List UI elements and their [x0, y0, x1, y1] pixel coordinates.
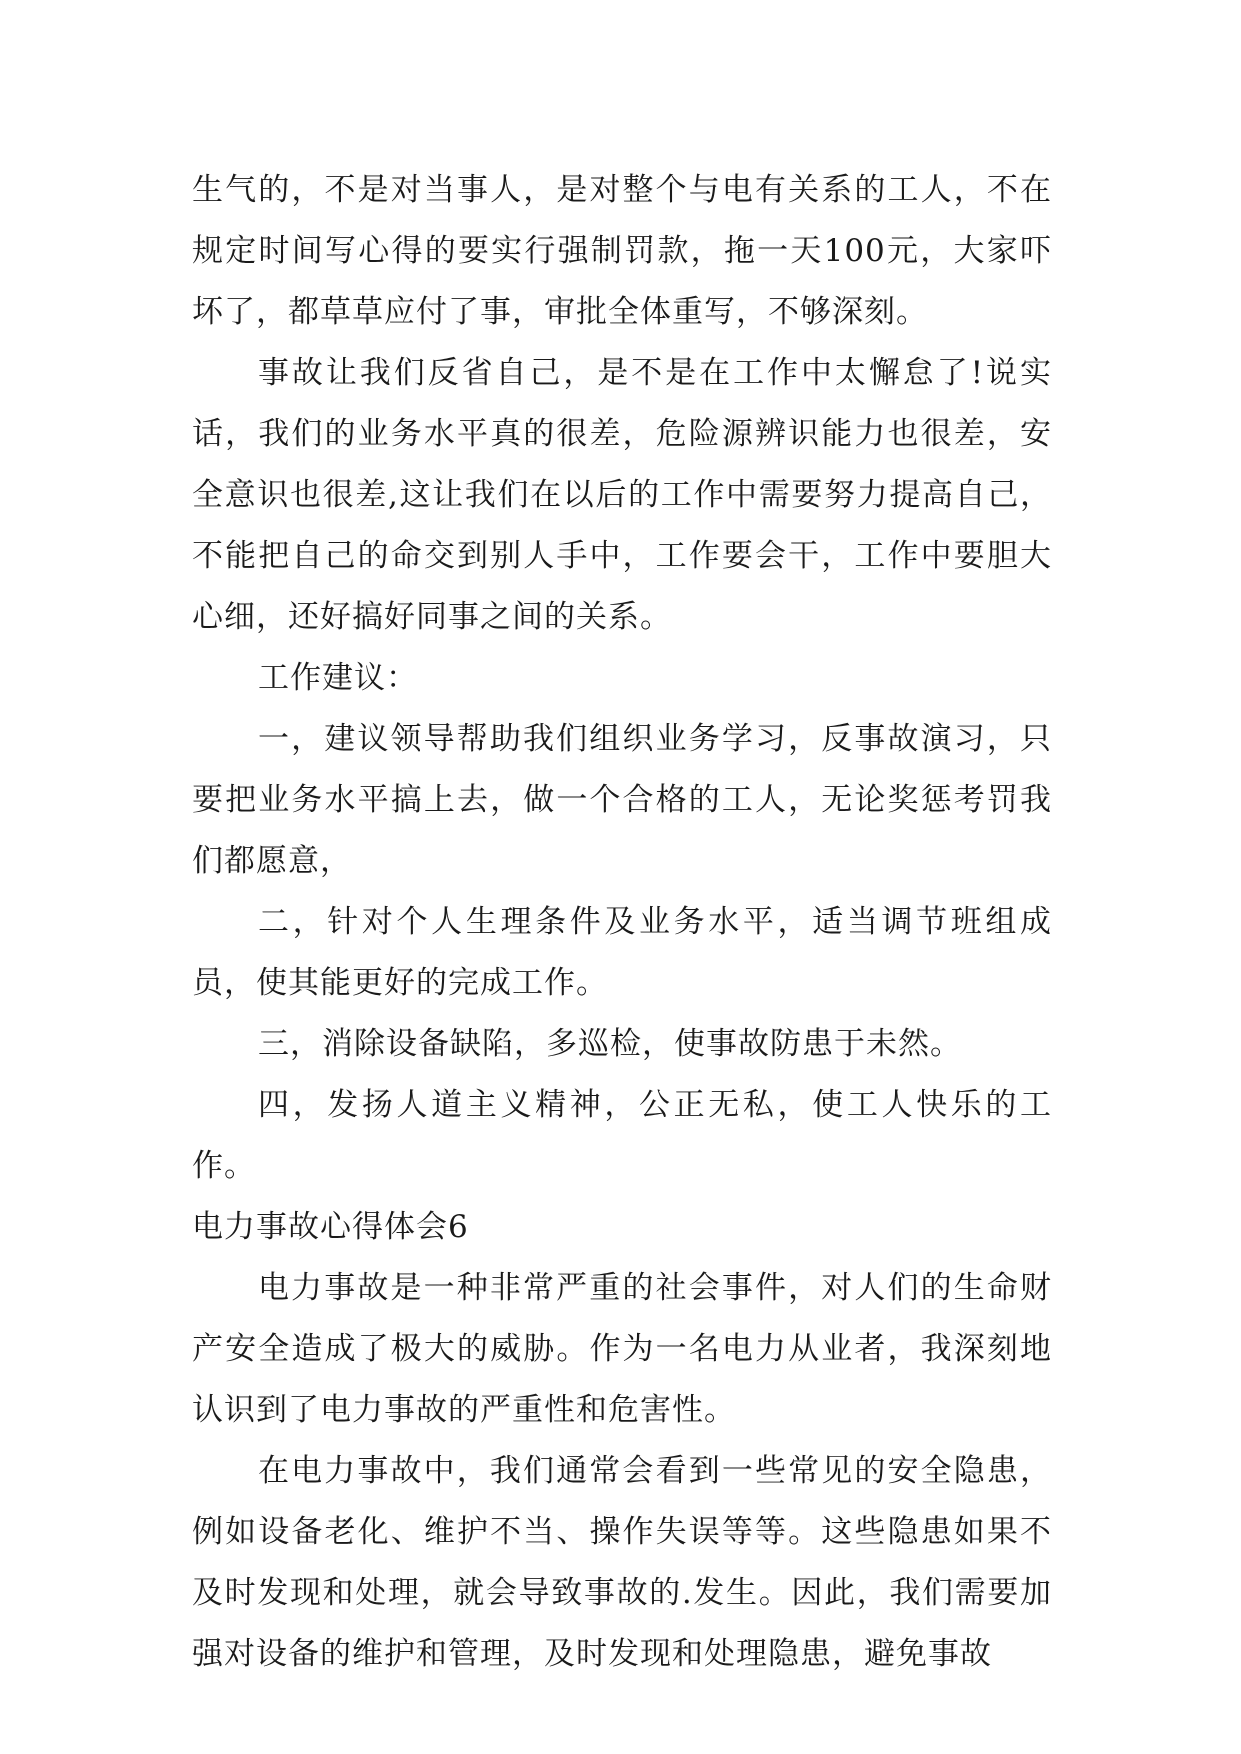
paragraph-hazards: 在电力事故中，我们通常会看到一些常见的安全隐患，例如设备老化、维护不当、操作失误等等。这些隐患如果不及时发现和处理，就会导致事故的.发生。因此，我们需要加强对设备的维护和管理，及时发现和处理隐患，避免事故	[192, 1453, 1052, 1672]
section-heading: 电力事故心得体会6	[192, 1209, 469, 1245]
document-body	[192, 160, 1052, 1685]
paragraph-intro: 电力事故是一种非常严重的社会事件，对人们的生命财产安全造成了极大的威胁。作为一名电力从业者，我深刻地认识到了电力事故的严重性和危害性。	[192, 1270, 1052, 1428]
paragraph-suggestion-1: 一，建议领导帮助我们组织业务学习，反事故演习，只要把业务水平搞上去，做一个合格的工人，无论奖惩考罚我们都愿意，	[192, 721, 1052, 879]
paragraph-suggestion-3: 三，消除设备缺陷，多巡检，使事故防患于未然。	[258, 1026, 962, 1062]
paragraph-suggestion-2: 二，针对个人生理条件及业务水平，适当调节班组成员，使其能更好的完成工作。	[192, 904, 1052, 1001]
paragraph-suggestion-4: 四，发扬人道主义精神，公正无私，使工人快乐的工作。	[192, 1087, 1052, 1184]
paragraph-continued: 生气的，不是对当事人，是对整个与电有关系的工人，不在规定时间写心得的要实行强制罚款，拖一天100元，大家吓坏了，都草草应付了事，审批全体重写，不够深刻。	[192, 172, 1052, 330]
paragraph-suggestions-label: 工作建议：	[258, 660, 418, 696]
paragraph-reflection: 事故让我们反省自己，是不是在工作中太懈怠了!说实话，我们的业务水平真的很差，危险源辨识能力也很差，安全意识也很差,这让我们在以后的工作中需要努力提高自己，不能把自己的命交到别人手中，工作要会干，工作中要胆大心细，还好搞好同事之间的关系。	[192, 355, 1052, 635]
